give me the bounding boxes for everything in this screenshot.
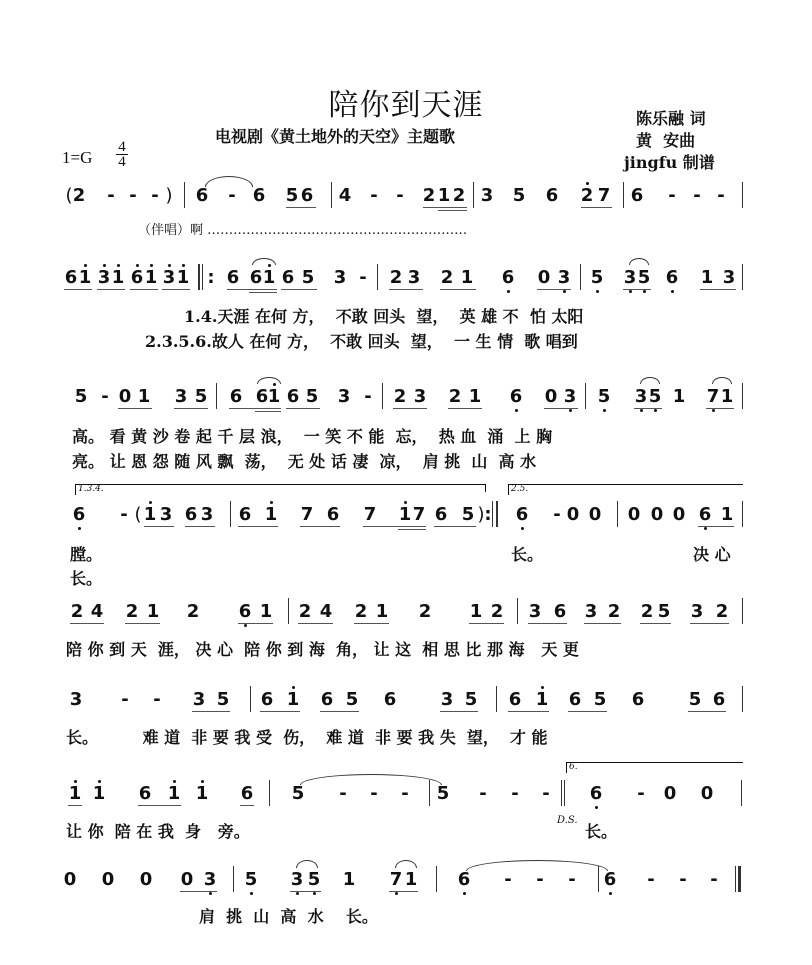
lyric-pickup: 决 心 xyxy=(693,545,731,564)
lyric-line: 让 你 陪 在 我 身 旁。 xyxy=(66,822,250,841)
lyricist-credit: 陈乐融 词 xyxy=(636,109,706,128)
ds-marker: D.S. xyxy=(557,815,578,826)
lyric-line-verse-2: 亮。 让 恩 怨 随 风 飘 荡， 无 处 话 凄 凉， 肩 挑 山 高 水 xyxy=(72,452,537,471)
song-subtitle: 电视剧《黄土地外的天空》主题歌 xyxy=(215,127,456,146)
composer-credit: 黄 安曲 xyxy=(636,131,696,150)
volta-bracket-2: 2.5. xyxy=(508,484,743,495)
lyric-line: （伴唱）啊 …………………………………………………… xyxy=(138,223,468,238)
lyric-line: 长。 难 道 非 要 我 受 伤， 难 道 非 要 我 失 望， 才 能 xyxy=(66,728,548,747)
song-title: 陪你到天涯 xyxy=(328,88,484,123)
volta-bracket-1: 1.3.4. xyxy=(75,484,486,495)
key-signature: 1=G xyxy=(62,148,93,167)
lyric-line-verse-1: 1.4.天涯 在何 方， 不敢 回头 望， 英 雄 不 怕 太阳 xyxy=(184,307,584,326)
lyric-ending: 长。 xyxy=(585,822,618,841)
arranger-credit: jingfu 制谱 xyxy=(624,153,715,172)
lyric-second-ending: 长。 xyxy=(511,545,544,564)
lyric-line: 肩 挑 山 高 水 长。 xyxy=(199,907,378,926)
volta-bracket-6: 6. xyxy=(566,762,743,773)
time-signature-top: 4 xyxy=(116,140,128,155)
lyric-line-verse-2: 2.3.5.6.故人 在何 方， 不敢 回头 望， 一 生 情 歌 唱到 xyxy=(145,332,578,351)
lyric-line: 陪 你 到 天 涯， 决 心 陪 你 到 海 角， 让 这 相 思 比 那 海 天 更 xyxy=(66,640,579,659)
lyric-verse-2: 长。 xyxy=(70,569,103,588)
lyric-line-verse-1: 高。 看 黄 沙 卷 起 千 层 浪， 一 笑 不 能 忘， 热 血 涌 上 胸 xyxy=(72,427,553,446)
lyric-verse-1: 膛。 xyxy=(70,545,103,564)
time-signature xyxy=(116,140,128,169)
time-signature-bottom: 4 xyxy=(118,154,126,170)
